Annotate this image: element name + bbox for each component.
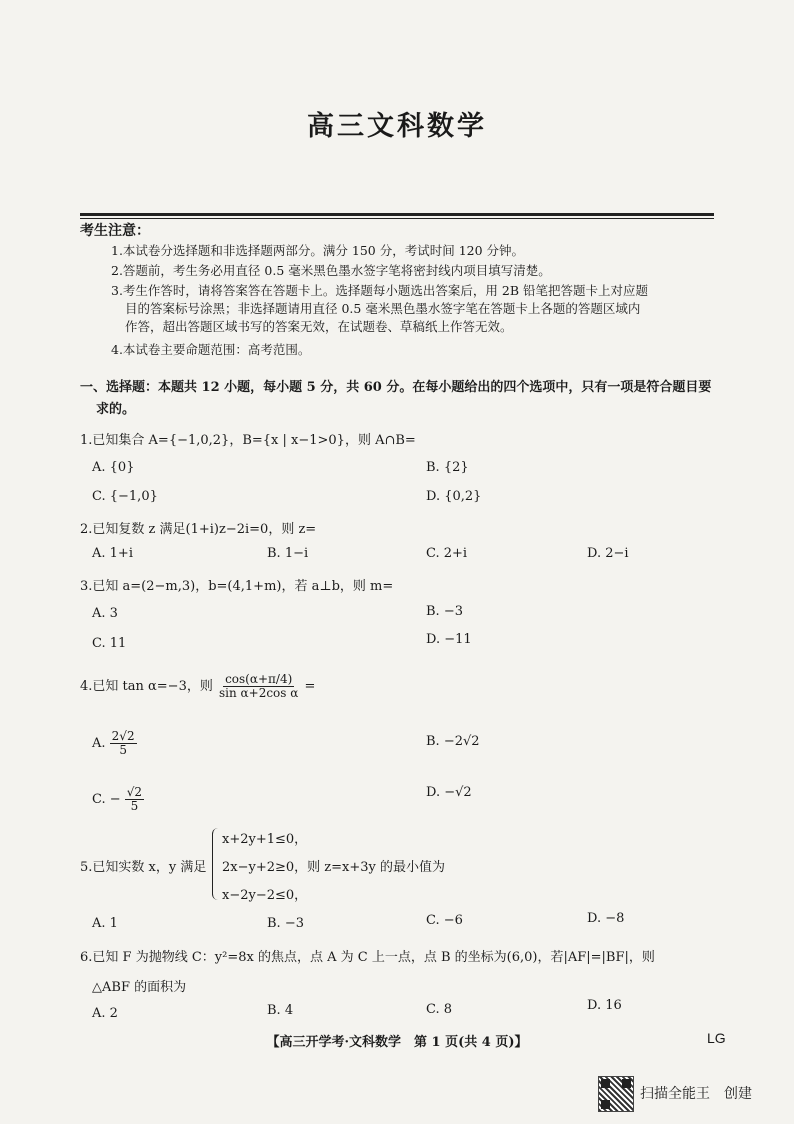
question-5-option-d: D. −8	[587, 911, 625, 926]
question-6-option-d: D. 16	[587, 998, 622, 1013]
question-2-option-d: D. 2−i	[587, 546, 629, 561]
fraction-numerator: √2	[126, 785, 143, 799]
notice-item: 目的答案标号涂黑；非选择题请用直径 0.5 毫米黑色墨水签字笔在答题卡上各题的答题区域内	[125, 301, 641, 316]
page-title: 高三文科数学	[307, 111, 487, 142]
question-1-stem: 1.已知集合 A={−1,0,2}，B={x | x−1>0}，则 A∩B=	[80, 433, 416, 448]
question-1-option-b: B. {2}	[426, 460, 469, 475]
page-footer: 【高三开学考·文科数学 第 1 页(共 4 页)】	[266, 1035, 528, 1050]
question-5-option-c: C. −6	[426, 913, 463, 928]
fraction-denominator: 5	[119, 743, 127, 758]
qr-code-icon	[598, 1076, 634, 1112]
fraction-numerator: cos(α+π/4)	[225, 672, 293, 686]
exam-code: LG	[707, 1030, 726, 1046]
question-4-option-b: B. −2√2	[426, 734, 480, 749]
question-6-stem: 6.已知 F 为抛物线 C：y²=8x 的焦点，点 A 为 C 上一点，点 B 的坐标为(6,0)，若|AF|=|BF|，则	[80, 950, 655, 965]
question-3-option-a: A. 3	[92, 606, 118, 621]
fraction-numerator: 2√2	[111, 729, 135, 743]
question-3-stem: 3.已知 a=(2−m,3)，b=(4,1+m)，若 a⊥b，则 m=	[80, 579, 394, 594]
question-6-option-a: A. 2	[92, 1006, 118, 1021]
constraint-1: x+2y+1≤0，	[222, 832, 308, 847]
system-brace	[212, 828, 220, 900]
question-3-option-d: D. −11	[426, 632, 472, 647]
question-3-option-b: B. −3	[426, 604, 463, 619]
question-4-stem-text: 4.已知 tan α=−3，则	[80, 679, 213, 695]
header-divider	[80, 213, 714, 216]
scanner-watermark: 扫描全能王 创建	[640, 1086, 752, 1102]
fraction-denominator: 5	[130, 799, 139, 814]
question-5-stem: 5.已知实数 x，y 满足	[80, 860, 207, 875]
question-4-fraction	[217, 673, 300, 700]
question-4-equals: =	[304, 679, 316, 695]
question-6-stem-cont: △ABF 的面积为	[92, 980, 187, 995]
notice-item: 作答，超出答题区域书写的答案无效，在试题卷、草稿纸上作答无效。	[125, 319, 513, 334]
notice-item: 4.本试卷主要命题范围：高考范围。	[111, 342, 311, 357]
question-1-option-c: C. {−1,0}	[92, 489, 158, 504]
notice-item: 3.考生作答时，请将答案答在答题卡上。选择题每小题选出答案后，用 2B 铅笔把答题卡上对应题	[111, 283, 649, 298]
notice-heading: 考生注意：	[80, 223, 150, 239]
option-c-fraction	[125, 786, 144, 813]
section-heading-cont: 求的。	[96, 402, 136, 417]
question-2-option-c: C. 2+i	[426, 546, 468, 561]
constraint-2: 2x−y+2≥0，则 z=x+3y 的最小值为	[222, 860, 446, 875]
question-2-option-a: A. 1+i	[92, 546, 133, 561]
option-label: A.	[92, 736, 106, 752]
header-divider-thin	[80, 218, 714, 219]
fraction-denominator: sin α+2cos α	[219, 686, 299, 701]
question-4-stem	[80, 673, 315, 700]
notice-item: 1.本试卷分选择题和非选择题两部分。满分 150 分，考试时间 120 分钟。	[111, 243, 525, 258]
question-4-option-a	[92, 730, 137, 757]
section-heading: 一、选择题：本题共 12 小题，每小题 5 分，共 60 分。在每小题给出的四个选项中，只有一项是符合题目要	[80, 380, 712, 395]
question-5-option-a: A. 1	[92, 916, 118, 931]
question-5-option-b: B. −3	[267, 916, 304, 931]
notice-item: 2.答题前，考生务必用直径 0.5 毫米黑色墨水签字笔将密封线内项目填写清楚。	[111, 263, 551, 278]
question-4-option-c	[92, 786, 144, 813]
question-2-stem: 2.已知复数 z 满足(1+i)z−2i=0，则 z=	[80, 522, 317, 537]
question-2-option-b: B. 1−i	[267, 546, 309, 561]
question-6-option-c: C. 8	[426, 1002, 453, 1017]
question-1-option-a: A. {0}	[92, 460, 135, 475]
constraint-3: x−2y−2≤0，	[222, 888, 308, 903]
question-6-option-b: B. 4	[267, 1003, 294, 1018]
option-a-fraction	[110, 730, 137, 757]
question-4-option-d: D. −√2	[426, 785, 472, 800]
question-1-option-d: D. {0,2}	[426, 489, 482, 504]
question-3-option-c: C. 11	[92, 636, 127, 651]
option-label: C. −	[92, 792, 121, 808]
